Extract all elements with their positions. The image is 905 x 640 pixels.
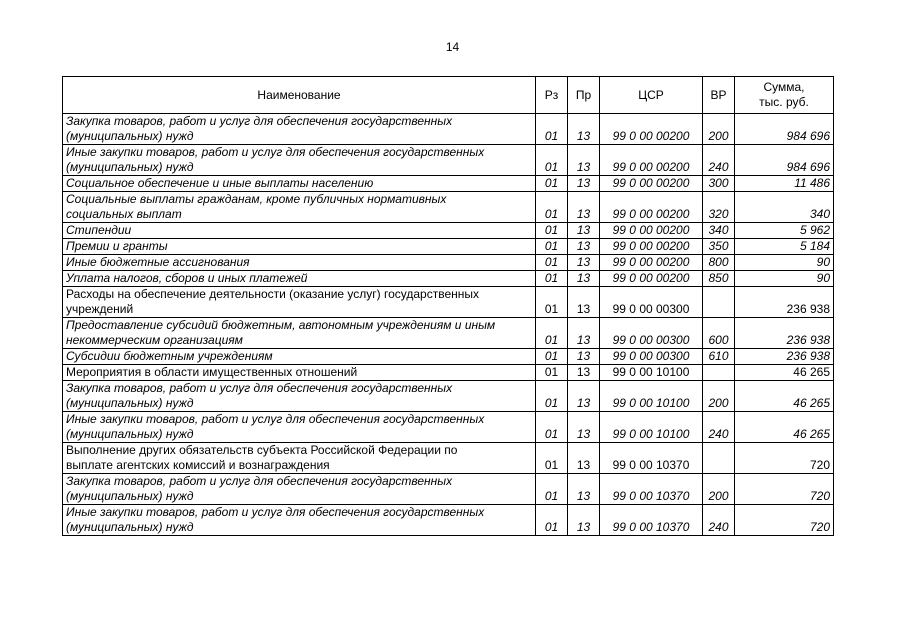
row-vr: [703, 365, 735, 381]
row-pr: 13: [568, 443, 600, 474]
row-sum: 11 486: [735, 176, 834, 192]
row-pr: 13: [568, 474, 600, 505]
row-csr: 99 0 00 10100: [600, 381, 703, 412]
table-row: [63, 176, 834, 192]
row-rz: 01: [536, 474, 568, 505]
header-sum: Сумма, тыс. руб.: [735, 77, 834, 114]
row-vr: 240: [703, 412, 735, 443]
row-pr: 13: [568, 381, 600, 412]
table-row: [63, 412, 834, 443]
row-csr: 99 0 00 00200: [600, 271, 703, 287]
row-pr: 13: [568, 192, 600, 223]
row-pr: 13: [568, 318, 600, 349]
row-csr: 99 0 00 00200: [600, 255, 703, 271]
table-row: [63, 223, 834, 239]
row-sum: 46 265: [735, 381, 834, 412]
page-number: 14: [445, 40, 460, 54]
row-vr: 320: [703, 192, 735, 223]
table-row: [63, 255, 834, 271]
header-rz: Рз: [536, 77, 568, 114]
row-sum: 720: [735, 505, 834, 536]
row-csr: 99 0 00 00200: [600, 114, 703, 145]
table-row: [63, 145, 834, 176]
row-pr: 13: [568, 412, 600, 443]
row-rz: 01: [536, 349, 568, 365]
row-vr: [703, 443, 735, 474]
row-rz: 01: [536, 145, 568, 176]
row-rz: 01: [536, 255, 568, 271]
row-sum: 46 265: [735, 365, 834, 381]
row-sum: 236 938: [735, 287, 834, 318]
header-vr: ВР: [703, 77, 735, 114]
row-name: Расходы на обеспечение деятельности (оказание услуг) государственных учреждений: [63, 287, 536, 318]
row-sum: 236 938: [735, 349, 834, 365]
row-csr: 99 0 00 10100: [600, 365, 703, 381]
row-pr: 13: [568, 223, 600, 239]
row-sum: 720: [735, 474, 834, 505]
row-pr: 13: [568, 365, 600, 381]
header-csr: ЦСР: [600, 77, 703, 114]
row-vr: 850: [703, 271, 735, 287]
row-vr: 200: [703, 114, 735, 145]
row-vr: 610: [703, 349, 735, 365]
row-csr: 99 0 00 00200: [600, 239, 703, 255]
row-sum: 984 696: [735, 114, 834, 145]
row-name: Иные закупки товаров, работ и услуг для обеспечения государственных (муниципальных) нужд: [63, 145, 536, 176]
row-vr: 240: [703, 505, 735, 536]
row-vr: 800: [703, 255, 735, 271]
row-pr: 13: [568, 114, 600, 145]
row-vr: 350: [703, 239, 735, 255]
row-csr: 99 0 00 10370: [600, 505, 703, 536]
row-csr: 99 0 00 10100: [600, 412, 703, 443]
row-name: Иные закупки товаров, работ и услуг для обеспечения государственных (муниципальных) нужд: [63, 412, 536, 443]
row-name: Субсидии бюджетным учреждениям: [63, 349, 536, 365]
row-vr: 200: [703, 474, 735, 505]
table-row: [63, 474, 834, 505]
row-sum: 340: [735, 192, 834, 223]
table-row: [63, 271, 834, 287]
table-row: [63, 349, 834, 365]
row-pr: 13: [568, 287, 600, 318]
row-rz: 01: [536, 239, 568, 255]
table-row: [63, 287, 834, 318]
row-csr: 99 0 00 00200: [600, 176, 703, 192]
row-csr: 99 0 00 00200: [600, 192, 703, 223]
row-rz: 01: [536, 114, 568, 145]
table-row: [63, 114, 834, 145]
row-rz: 01: [536, 365, 568, 381]
row-name: Закупка товаров, работ и услуг для обеспечения государственных (муниципальных) нужд: [63, 474, 536, 505]
row-sum: 720: [735, 443, 834, 474]
row-csr: 99 0 00 00200: [600, 145, 703, 176]
row-rz: 01: [536, 505, 568, 536]
row-pr: 13: [568, 239, 600, 255]
row-name: Выполнение других обязательств субъекта Российской Федерации по выплате агентских комиссий и вознаграждения: [63, 443, 536, 474]
row-csr: 99 0 00 00300: [600, 349, 703, 365]
row-sum: 984 696: [735, 145, 834, 176]
header-name: Наименование: [63, 77, 536, 114]
row-name: Стипендии: [63, 223, 536, 239]
row-rz: 01: [536, 287, 568, 318]
row-name: Предоставление субсидий бюджетным, автономным учреждениям и иным некоммерческим организациям: [63, 318, 536, 349]
row-rz: 01: [536, 271, 568, 287]
row-vr: [703, 287, 735, 318]
table-row: [63, 365, 834, 381]
row-rz: 01: [536, 412, 568, 443]
row-name: Уплата налогов, сборов и иных платежей: [63, 271, 536, 287]
row-csr: 99 0 00 00300: [600, 287, 703, 318]
row-rz: 01: [536, 443, 568, 474]
header-pr: Пр: [568, 77, 600, 114]
row-name: Социальные выплаты гражданам, кроме публичных нормативных социальных выплат: [63, 192, 536, 223]
row-vr: 300: [703, 176, 735, 192]
table-row: [63, 192, 834, 223]
row-vr: 200: [703, 381, 735, 412]
row-rz: 01: [536, 223, 568, 239]
table-row: [63, 381, 834, 412]
row-sum: 90: [735, 271, 834, 287]
table-row: [63, 318, 834, 349]
table-row: [63, 443, 834, 474]
row-rz: 01: [536, 192, 568, 223]
row-vr: 600: [703, 318, 735, 349]
table-row: [63, 505, 834, 536]
row-vr: 340: [703, 223, 735, 239]
row-name: Социальное обеспечение и иные выплаты населению: [63, 176, 536, 192]
table-header-row: [63, 77, 834, 114]
table-row: [63, 239, 834, 255]
row-pr: 13: [568, 176, 600, 192]
table-body: [63, 114, 834, 536]
row-name: Иные бюджетные ассигнования: [63, 255, 536, 271]
row-name: Премии и гранты: [63, 239, 536, 255]
row-rz: 01: [536, 381, 568, 412]
row-name: Закупка товаров, работ и услуг для обеспечения государственных (муниципальных) нужд: [63, 114, 536, 145]
row-rz: 01: [536, 176, 568, 192]
row-name: Закупка товаров, работ и услуг для обеспечения государственных (муниципальных) нужд: [63, 381, 536, 412]
row-pr: 13: [568, 349, 600, 365]
budget-table: [62, 76, 834, 536]
row-csr: 99 0 00 10370: [600, 443, 703, 474]
row-sum: 90: [735, 255, 834, 271]
row-pr: 13: [568, 255, 600, 271]
row-rz: 01: [536, 318, 568, 349]
row-csr: 99 0 00 00300: [600, 318, 703, 349]
row-sum: 5 962: [735, 223, 834, 239]
row-pr: 13: [568, 145, 600, 176]
row-sum: 46 265: [735, 412, 834, 443]
row-pr: 13: [568, 271, 600, 287]
row-csr: 99 0 00 10370: [600, 474, 703, 505]
row-csr: 99 0 00 00200: [600, 223, 703, 239]
row-name: Мероприятия в области имущественных отношений: [63, 365, 536, 381]
row-sum: 5 184: [735, 239, 834, 255]
row-name: Иные закупки товаров, работ и услуг для обеспечения государственных (муниципальных) нужд: [63, 505, 536, 536]
row-sum: 236 938: [735, 318, 834, 349]
row-pr: 13: [568, 505, 600, 536]
row-vr: 240: [703, 145, 735, 176]
